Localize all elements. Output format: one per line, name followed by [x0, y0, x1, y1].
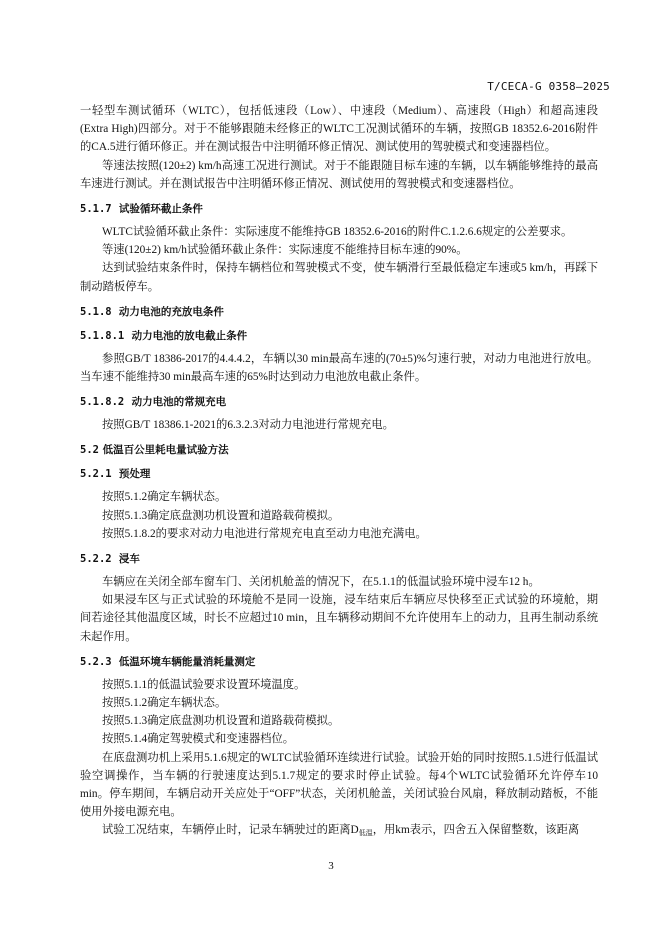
paragraph: 按照5.1.8.2的要求对动力电池进行常规充电直至动力电池充满电。	[102, 527, 427, 540]
paragraph: 按照5.1.2确定车辆状态。	[102, 697, 227, 710]
paragraph: 达到试验结束条件时，保持车辆档位和驾驶模式不变，使车辆滑行至最低稳定车速或5 km/h，再踩下制动踏板停车。	[80, 262, 598, 293]
section-number: 5.1.8.1	[80, 329, 125, 342]
section-title: 低温百公里耗电量试验方法	[102, 444, 229, 457]
document-id: T/CECA-G 0358—2025	[487, 80, 610, 93]
section-heading	[80, 654, 598, 670]
section-heading	[80, 551, 598, 567]
section-number: 5.1.8.2	[80, 396, 125, 409]
page-number: 3	[328, 860, 334, 872]
section-number: 5.2.2	[80, 553, 112, 566]
paragraph: 如果浸车区与正式试验的环境舱不是同一设施，浸车结束后车辆应尽快移至正式试验的环境舱，期间若途径其他温度区域，时长不应超过10 min，且车辆移动期间不允许使用车上的动力，且再生制动系统未起作用。	[80, 594, 598, 643]
section-heading	[80, 394, 598, 410]
section-title: 动力电池的充放电条件	[118, 305, 224, 318]
section-title: 预处理	[118, 468, 151, 481]
page-content	[80, 102, 598, 843]
paragraph: 按照5.1.1的低温试验要求设置环境温度。	[102, 678, 306, 691]
paragraph: 按照5.1.3确定底盘测功机设置和道路载荷模拟。	[102, 509, 340, 522]
subscript: 低温	[358, 829, 373, 838]
paragraph: WLTC试验循环截止条件：实际速度不能维持GB 18352.6-2016的附件C.1.2.6.6规定的公差要求。	[102, 226, 573, 239]
section-title: 动力电池的放电截止条件	[131, 329, 248, 342]
paragraph: 等速法按照(120±2) km/h高速工况进行测试。对于不能跟随目标车速的车辆，以车辆能够维持的最高车速进行测试。并在测试报告中注明循环修正情况、测试使用的驾驶模式和变速器档位。	[80, 159, 598, 190]
section-heading	[80, 201, 598, 217]
paragraph: 按照5.1.4确定驾驶模式和变速器档位。	[102, 733, 295, 746]
section-title: 试验循环截止条件	[118, 203, 203, 216]
section-heading	[80, 328, 598, 344]
section-number: 5.2	[80, 444, 99, 457]
section-title: 浸车	[118, 553, 140, 566]
section-number: 5.2.1	[80, 468, 112, 481]
paragraph	[80, 821, 598, 842]
section-heading	[80, 304, 598, 320]
section-number: 5.1.7	[80, 203, 112, 216]
section-heading	[80, 466, 598, 482]
paragraph: 按照5.1.2确定车辆状态。	[102, 491, 227, 504]
paragraph: 按照5.1.3确定底盘测功机设置和道路载荷模拟。	[102, 715, 340, 728]
section-number: 5.1.8	[80, 305, 112, 318]
section-title: 低温环境车辆能量消耗量测定	[118, 655, 256, 668]
paragraph: 按照GB/T 18386.1-2021的6.3.2.3对动力电池进行常规充电。	[102, 419, 394, 432]
text-run: 试验工况结束，车辆停止时，记录车辆驶过的距离D	[102, 824, 359, 837]
paragraph: 车辆应在关闭全部车窗车门、关闭机舱盖的情况下，在5.1.1的低温试验环境中浸车12 h。	[102, 576, 540, 589]
paragraph: 等速(120±2) km/h试验循环截止条件：实际速度不能维持目标车速的90%。	[102, 244, 468, 257]
section-title: 动力电池的常规充电	[131, 396, 227, 409]
paragraph: 在底盘测功机上采用5.1.6规定的WLTC试验循环连续进行试验。试验开始的同时按照5.1.5进行低温试验空调操作，当车辆的行驶速度达到5.1.7规定的要求时停止试验。每4个WLTC试验循环允许停车10 min。停车期间，车辆启动开关应处于“OFF”状态，关闭机舱盖，关闭试验台风扇，释放制动踏板，不能使用外接电源充电。	[80, 751, 598, 819]
paragraph: 一轻型车测试循环（WLTC），包括低速段（Low）、中速段（Medium）、高速段（High）和超高速段(Extra High)四部分。对于不能够跟随未经修正的WLTC工况测试循环的车辆，按照GB 18352.6-2016附件的CA.5进行循环修正。并在测试报告中注明循环修正情况、测试使用的驾驶模式和变速器档位。	[80, 105, 598, 154]
section-heading	[80, 442, 598, 458]
text-run: ，用km表示，四舍五入保留整数，该距离	[372, 824, 580, 837]
section-number: 5.2.3	[80, 655, 112, 668]
paragraph: 参照GB/T 18386-2017的4.4.4.2，车辆以30 min最高车速的(70±5)%匀速行驶，对动力电池进行放电。当车速不能维持30 min最高车速的65%时达到动力电池放电截止条件。	[80, 352, 598, 384]
